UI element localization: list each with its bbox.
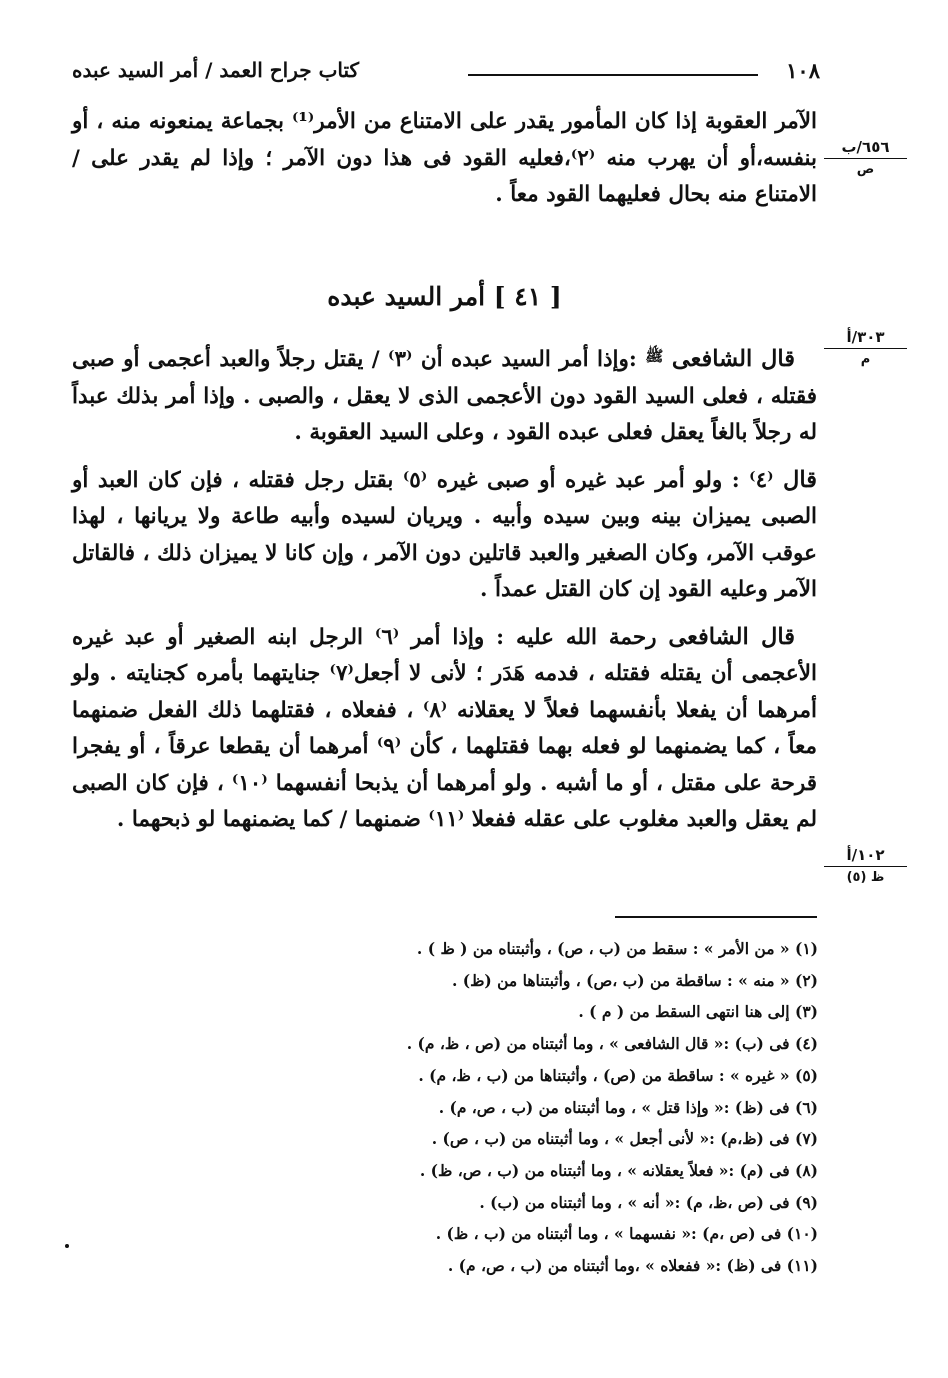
footnote-5: (٥) « غيره » : ساقطة من (ص) ، وأثبتناها من (ب ، ظ، م) . bbox=[418, 1065, 818, 1085]
intro-text bbox=[72, 104, 817, 214]
running-header bbox=[72, 52, 820, 92]
paragraph-text: :وإذا أمر السيد عبده أن ⁽٣⁾ / يقتل رجلاً والعبد أعجمى أو صبى فقتله ، فعلى السيد القود دون الأعجمى الذى لا يعقل ، والصبى . وإذا أمر بذلك عبداً له رجلاً بالغاً يعقل فعلى عبده القود ، وعلى السيد العقوبة . bbox=[72, 347, 817, 445]
section-heading: [ ٤١ ] أمر السيد عبده bbox=[327, 282, 562, 311]
paragraph-text: رحمة الله عليه : وإذا أمر ⁽٦⁾ الرجل ابنه الصغير أو عبد غيره الأعجمى أن يقتله فقتله ، فدمه هَدَر ؛ لأنى لا أجعل⁽٧⁾ جنايتهما بأمره كجنايته . ولو أمرهما أن يفعلا بأنفسهما فعلاً لا يعقلانه ⁽٨⁾ ، ففعلاه ، فقتلهما ذلك الفعل ضمنهما معاً ، كما يضمنهما لو فعله بهما فقتلهما ، كأن ⁽٩⁾ أمرهما أن يقطعا عرقاً ، أو يفجرا قرحة على مقتل ، أو ما أشبه . ولو أمرهما أن يذبحا أنفسهما ⁽١٠⁾ ، فإن كان الصبى لم يعقل والعبد مغلوب على عقله ففعلا ⁽١١⁾ ضمنهما / كما يضمنهما لو ذبحهما . bbox=[72, 624, 818, 832]
main-text bbox=[72, 338, 817, 839]
footnote-9: (٩) فى (ص ،ظ، م) :« أنه » ، وما أثبتناه من (ب) . bbox=[479, 1192, 818, 1212]
margin-ref-manuscript-z bbox=[818, 846, 913, 887]
speaker-name: قال الشافعى bbox=[668, 623, 795, 650]
margin-ref-manuscript-b bbox=[818, 138, 913, 179]
intro-paragraph: الآمر العقوبة إذا كان المأمور يقدر على الامتناع من الأمر⁽¹⁾ بجماعة يمنعونه منه ، أو بنفسه،أو أن يهرب منه ⁽٢⁾،فعليه القود فى هذا دون الآمر ؛ وإذا لم يقدر على / الامتناع منه بحال فعليهما القود معاً . bbox=[72, 109, 818, 207]
footnote-2: (٢) « منه » : ساقطة من (ب ،ص) ، وأثبتناها من (ظ) . bbox=[451, 970, 818, 990]
footnote-4: (٤) فى (ب) :« قال الشافعى » ، وما أثبتناه من (ص ، ظ، م) . bbox=[406, 1034, 818, 1054]
margin-ref-folio: ٦٥٦/ب bbox=[841, 138, 890, 156]
page-number: ١٠٨ bbox=[786, 58, 820, 83]
footnote-6: (٦) فى (ظ) :« وإذا قتل » ، وما أثبتناه من (ب ، ص، م) . bbox=[438, 1097, 818, 1117]
footnotes bbox=[340, 933, 818, 1282]
paragraph-2 bbox=[72, 462, 817, 609]
paragraph-3 bbox=[72, 619, 817, 839]
header-rule bbox=[468, 74, 758, 76]
margin-ref-manuscript-a bbox=[818, 328, 913, 369]
margin-ref-siglum: ص bbox=[856, 162, 875, 177]
speaker-name: قال bbox=[783, 466, 817, 493]
paragraph-text: ⁽٤⁾ : ولو أمر عبد غيره أو صبى غيره ⁽٥⁾ بقتل رجل فقتله ، فإن كان العبد أو الصبى يميزان بينه وبين سيده وأبيه . ويريان لسيده وأبيه طاعة ولا يريانها ، لهذا عوقب الآمر، وكان الصغير والعبد قاتلين دون الآمر ، وإن كانا لا يميزان ذلك ، فالقاتل الآمر وعليه القود إن كان القتل عمداً . bbox=[72, 467, 817, 602]
footnote-1: (١) « من الأمر » : سقط من (ب ، ص) ، وأثبتناه من ( ظ ) . bbox=[416, 939, 818, 958]
footnote-separator bbox=[615, 916, 817, 918]
footnote-7: (٧) فى (ظ،م) :« لأنى أجعل » ، وما أثبتناه من (ب ، ص) . bbox=[431, 1129, 818, 1149]
honorific-mark: ﷺ bbox=[645, 347, 664, 365]
margin-ref-folio: ١٠٢/أ bbox=[846, 846, 885, 864]
footnote-8: (٨) فى (م) :« فعلاً يعقلانه » ، وما أثبتناه من (ب ، ص، ظ) . bbox=[419, 1160, 818, 1180]
footnote-3: (٣) إلى هنا انتهى السقط من ( م ) . bbox=[578, 1002, 818, 1022]
footnote-10: (١٠) فى (ص ،م) :« نفسهما » ، وما أثبتناه من (ب ، ظ) . bbox=[435, 1224, 818, 1244]
margin-ref-siglum: م bbox=[860, 352, 871, 367]
ink-speck bbox=[65, 1244, 69, 1248]
margin-ref-siglum: ظ (٥) bbox=[846, 870, 885, 885]
footnote-11: (١١) فى (ظ) :« ففعلاه » ،وما أثبتناه من (ب ، ص، م) . bbox=[447, 1256, 818, 1276]
paragraph-1 bbox=[72, 338, 817, 452]
running-title: كتاب جراح العمد / أمر السيد عبده bbox=[72, 58, 360, 82]
margin-ref-folio: ٣٠٣/أ bbox=[846, 328, 885, 346]
speaker-name: قال الشافعى bbox=[671, 346, 795, 372]
